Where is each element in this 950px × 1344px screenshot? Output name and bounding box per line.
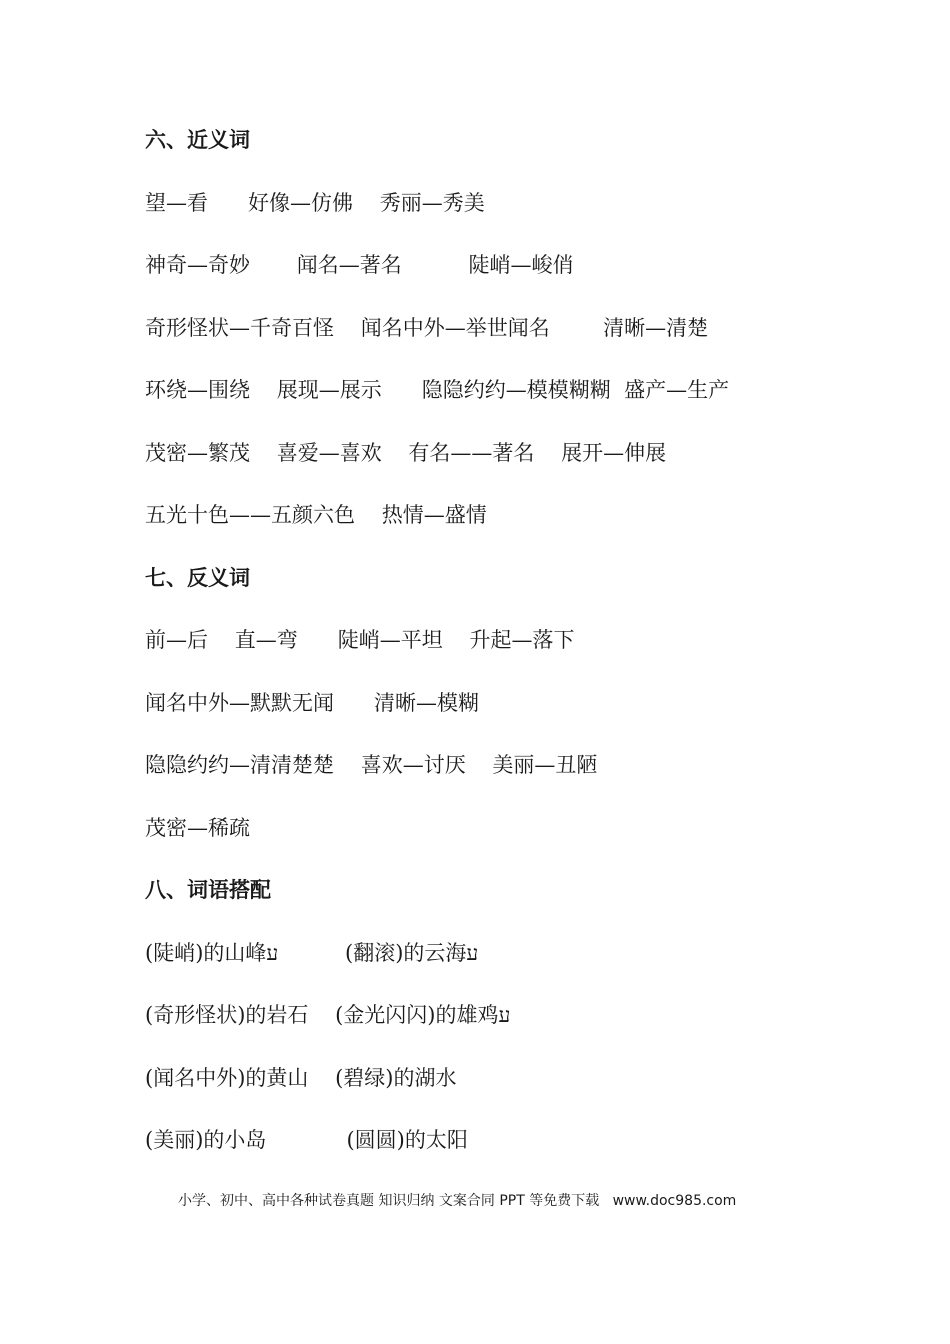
synonym-line-2: 神奇—奇妙 闻名—著名 陡峭—峻俏 — [145, 253, 574, 277]
antonym-line-2: 闻名中外—默默无闻 清晰—模糊 — [145, 690, 480, 715]
antonym-line-4: 茂密—稀疏 — [145, 815, 250, 840]
synonym-line-5: 茂密—繁茂 喜爱—喜欢 有名——著名 展开—伸展 — [145, 440, 667, 465]
antonym-line-3: 隐隐约约—清清楚楚 喜欢—讨厌 美丽—丑陋 — [145, 753, 598, 777]
page-footer: 小学、初中、高中各种试卷真题 知识归纳 文案合同 PPT 等免费下载 www.doc985.com — [178, 1193, 737, 1209]
section-heading-synonyms: 六、近义词 — [145, 128, 250, 152]
synonym-line-1: 望—看 好像—仿佛 秀丽—秀美 — [145, 190, 485, 215]
collocation-line-2: (奇形怪状)的岩石 (金光闪闪)的雄鸡ע — [145, 1003, 511, 1027]
synonym-line-3: 奇形怪状—千奇百怪 闻名中外—举世闻名 清晰—清楚 — [145, 315, 709, 340]
document-body — [145, 120, 905, 1183]
section-heading-collocations: 八、词语搭配 — [145, 878, 271, 902]
synonym-line-4: 环绕—围绕 展现—展示 隐隐约约—模模糊糊 盛产—生产 — [145, 378, 730, 402]
collocation-line-1: (陡峭)的山峰ע (翻滚)的云海ע — [145, 940, 479, 965]
collocation-line-4: (美丽)的小岛 (圆圆)的太阳 — [145, 1128, 468, 1152]
section-heading-antonyms: 七、反义词 — [145, 565, 250, 590]
collocation-line-3: (闻名中外)的黄山 (碧绿)的湖水 — [145, 1065, 457, 1090]
synonym-line-6: 五光十色——五颜六色 热情—盛情 — [145, 503, 487, 527]
antonym-line-1: 前—后 直—弯 陡峭—平坦 升起—落下 — [145, 628, 575, 652]
